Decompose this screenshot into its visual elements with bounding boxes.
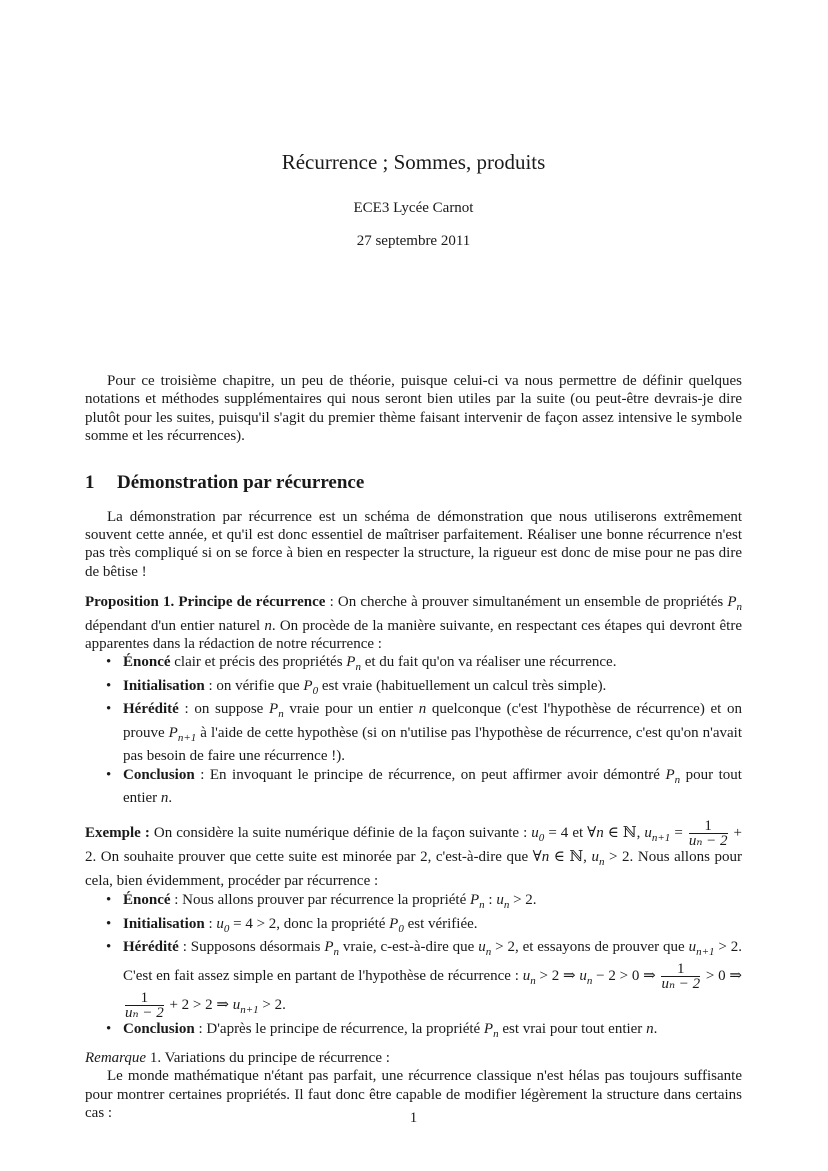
text-run: La démonstration par récurrence est un schéma de démonstration que nous utiliserons extrêmement souvent cette année, et qu'il est donc essentiel de maîtriser parfaitement. Réaliser une bonne récurrence n'est pas très compliqué si on se force à bien en respecter la structure, la rigueur est donc de mise pour ne pas dire de bêtise ! [85,508,742,580]
text-run: quelconque (c'est l'hypothèse de récurrence) et on prouve [123,701,743,741]
text-run: et du fait qu'on va réaliser une récurrence. [360,654,617,671]
math-text: n [333,946,340,959]
bold-text: Énoncé [123,892,171,909]
fraction-denominator: uₙ − 2 [661,975,701,992]
math-text: P [168,724,178,741]
remark-heading [85,1049,742,1067]
math-text: n [674,773,681,786]
text-run: Pour ce troisième chapitre, un peu de théorie, puisque celui-ci va nous permettre de définir quelques notations et méthodes supplémentaires qui nous seront bien utiles par la suite (ou peut-être devrais-je dire plutôt pour les suites, puisqu'il s'agit du premier thème faisant intervenir de façon assez intensive le symbole somme et les récurrences). [85,373,742,445]
fraction-numerator: 1 [125,991,164,1006]
math-text: 0 [538,832,545,845]
text-run: est vérifiée. [403,915,478,932]
text-run: pour tout entier [123,766,742,806]
text-run: + 2 > 2 ⇒ [165,996,233,1013]
math-text: P [389,915,399,932]
text-run: > 2. C'est en fait assez simple en partant de l'hypothèse de récurrence : [123,939,743,984]
math-text: n [264,617,272,634]
text-run: > 0 ⇒ [702,967,742,984]
text-run: > 2 ⇒ [535,967,580,984]
math-text: n+1 [651,832,671,845]
fraction-numerator: 1 [689,819,728,834]
text-run: = 4 et ∀ [544,825,597,842]
math-text: n [503,899,510,912]
list-item [123,677,742,700]
math-text: u [478,939,486,956]
math-text: n [418,701,427,718]
fraction [661,962,700,991]
math-text: P [469,892,480,909]
section-title: Démonstration par récurrence [117,471,365,493]
text-run: > 2. [509,892,537,909]
list-item [123,1020,742,1043]
math-text: u [591,849,599,866]
text-run: > 2. [258,996,286,1013]
math-text: n+1 [696,946,715,959]
proposition-block [85,593,742,807]
document-body [85,372,742,1123]
fraction [689,819,728,848]
page-number: 1 [409,1110,418,1126]
example-intro [85,819,742,891]
fraction-denominator: uₙ − 2 [688,833,728,850]
proposition-intro [85,593,742,653]
math-text: n [485,946,492,959]
example-list [85,891,742,1043]
math-text: 0 [398,922,404,935]
text-run: ∈ ℕ, [549,849,592,866]
text-run: : on vérifie que [204,677,304,694]
list-item [123,700,742,765]
bold-text: Initialisation [123,915,205,932]
math-text: u [522,967,531,984]
math-text: n [355,661,361,674]
math-text: P [346,654,356,671]
math-text: n [736,601,742,614]
fraction-denominator: uₙ − 2 [125,1004,164,1021]
document-date: 27 septembre 2011 [356,233,471,249]
math-text: 0 [223,922,230,935]
text-run: = [670,825,687,842]
list-item [123,766,742,808]
text-run: On considère la suite numérique définie de la façon suivante : [149,825,532,842]
math-text: n [479,899,485,912]
math-text: 0 [312,684,319,697]
document-author: ECE3 Lycée Carnot [353,200,474,216]
bold-text: Hérédité [123,939,179,956]
math-text: P [324,939,334,956]
text-run: : on suppose [178,701,270,718]
math-text: n [530,974,536,987]
math-text: u [688,939,697,956]
document-title: Récurrence ; Sommes, produits [281,150,546,174]
math-text: P [269,701,279,718]
math-text: n [598,856,605,869]
list-item [123,891,742,914]
text-run: > 2, et essayons de prouver que [491,939,689,956]
text-run: . [653,1020,658,1037]
bold-text: Énoncé [123,654,171,671]
math-text: n+1 [240,1003,259,1016]
section-intro-paragraph [85,508,742,582]
fraction-numerator: 1 [661,962,700,977]
math-text: n [596,825,604,842]
math-text: n+1 [177,731,197,744]
text-run: vraie pour un entier [283,701,419,718]
text-run: > 2. Nous allons pour cela, bien évidemment, procéder par récurrence : [85,849,742,890]
section-heading [85,472,742,494]
math-text: n [541,849,550,866]
fraction [125,991,164,1020]
math-text: u [531,825,539,842]
text-run: : D'après le principe de récurrence, la propriété [194,1020,484,1037]
math-text: u [644,825,652,842]
text-run: dépendant d'un entier naturel [85,617,265,634]
text-run: : [484,892,497,909]
math-text: P [727,594,737,611]
math-text: n [586,974,593,987]
text-run: : Nous allons prouver par récurrence la propriété [170,892,470,909]
bold-text: Hérédité [123,701,179,718]
math-text: P [665,766,675,783]
math-text: n [493,1027,499,1040]
math-text: n [278,708,284,721]
list-item [123,915,742,938]
remark-label: Remarque [85,1049,147,1066]
text-run: . On procède de la manière suivante, en respectant ces étapes qui devront être apparentes dans la rédaction de notre récurrence : [85,617,742,653]
remark-body: Le monde mathématique n'étant pas parfait, une récurrence classique n'est hélas pas toujours suffisante pour montrer certaines propriétés. Il faut donc être capable de modifier légèrement la structure dans certains cas : [85,1068,742,1122]
bold-text: Proposition 1. Principe de récurrence [85,594,326,611]
text-run: ∈ ℕ, [603,825,645,842]
text-run: est vraie (habituellement un calcul très simple). [318,677,607,694]
example-block [85,819,742,1043]
list-item [123,938,742,1019]
list-item [123,653,742,676]
remark-title: 1. Variations du principe de récurrence : [146,1049,390,1066]
text-run: clair et précis des propriétés [170,654,347,671]
text-run: + 2. On souhaite prouver que cette suite est minorée par 2, c'est-à-dire que ∀ [85,825,742,866]
math-text: n [646,1020,654,1037]
math-text: n [160,789,169,806]
bold-text: Conclusion [123,766,195,783]
proposition-list [85,653,742,807]
bold-text: Conclusion [123,1020,195,1037]
math-text: P [483,1020,494,1037]
section-number: 1 [85,471,95,493]
text-run: : Supposons désormais [178,939,325,956]
math-text: u [216,915,224,932]
bold-text: Exemple : [85,825,150,842]
text-run: vraie, c-est-à-dire que [339,939,479,956]
text-run: à l'aide de cette hypothèse (si on n'utilise pas l'hypothèse de récurrence, c'est qu'on n'avait pas besoin de faire une récurrence !). [123,724,742,765]
text-run: : On cherche à prouver simultanément un ensemble de propriétés [325,594,728,611]
text-run: − 2 > 0 ⇒ [592,967,660,984]
math-text: u [496,892,504,909]
intro-paragraph [85,372,742,446]
math-text: P [303,677,313,694]
text-run: : En invoquant le principe de récurrence, on peut affirmer avoir démontré [194,766,666,783]
text-run: : [204,915,217,932]
text-run: = 4 > 2, donc la propriété [229,915,390,932]
text-run: . [168,789,173,806]
math-text: u [579,967,587,984]
math-text: u [232,996,241,1013]
bold-text: Initialisation [123,677,205,694]
text-run: est vrai pour tout entier [498,1020,647,1037]
